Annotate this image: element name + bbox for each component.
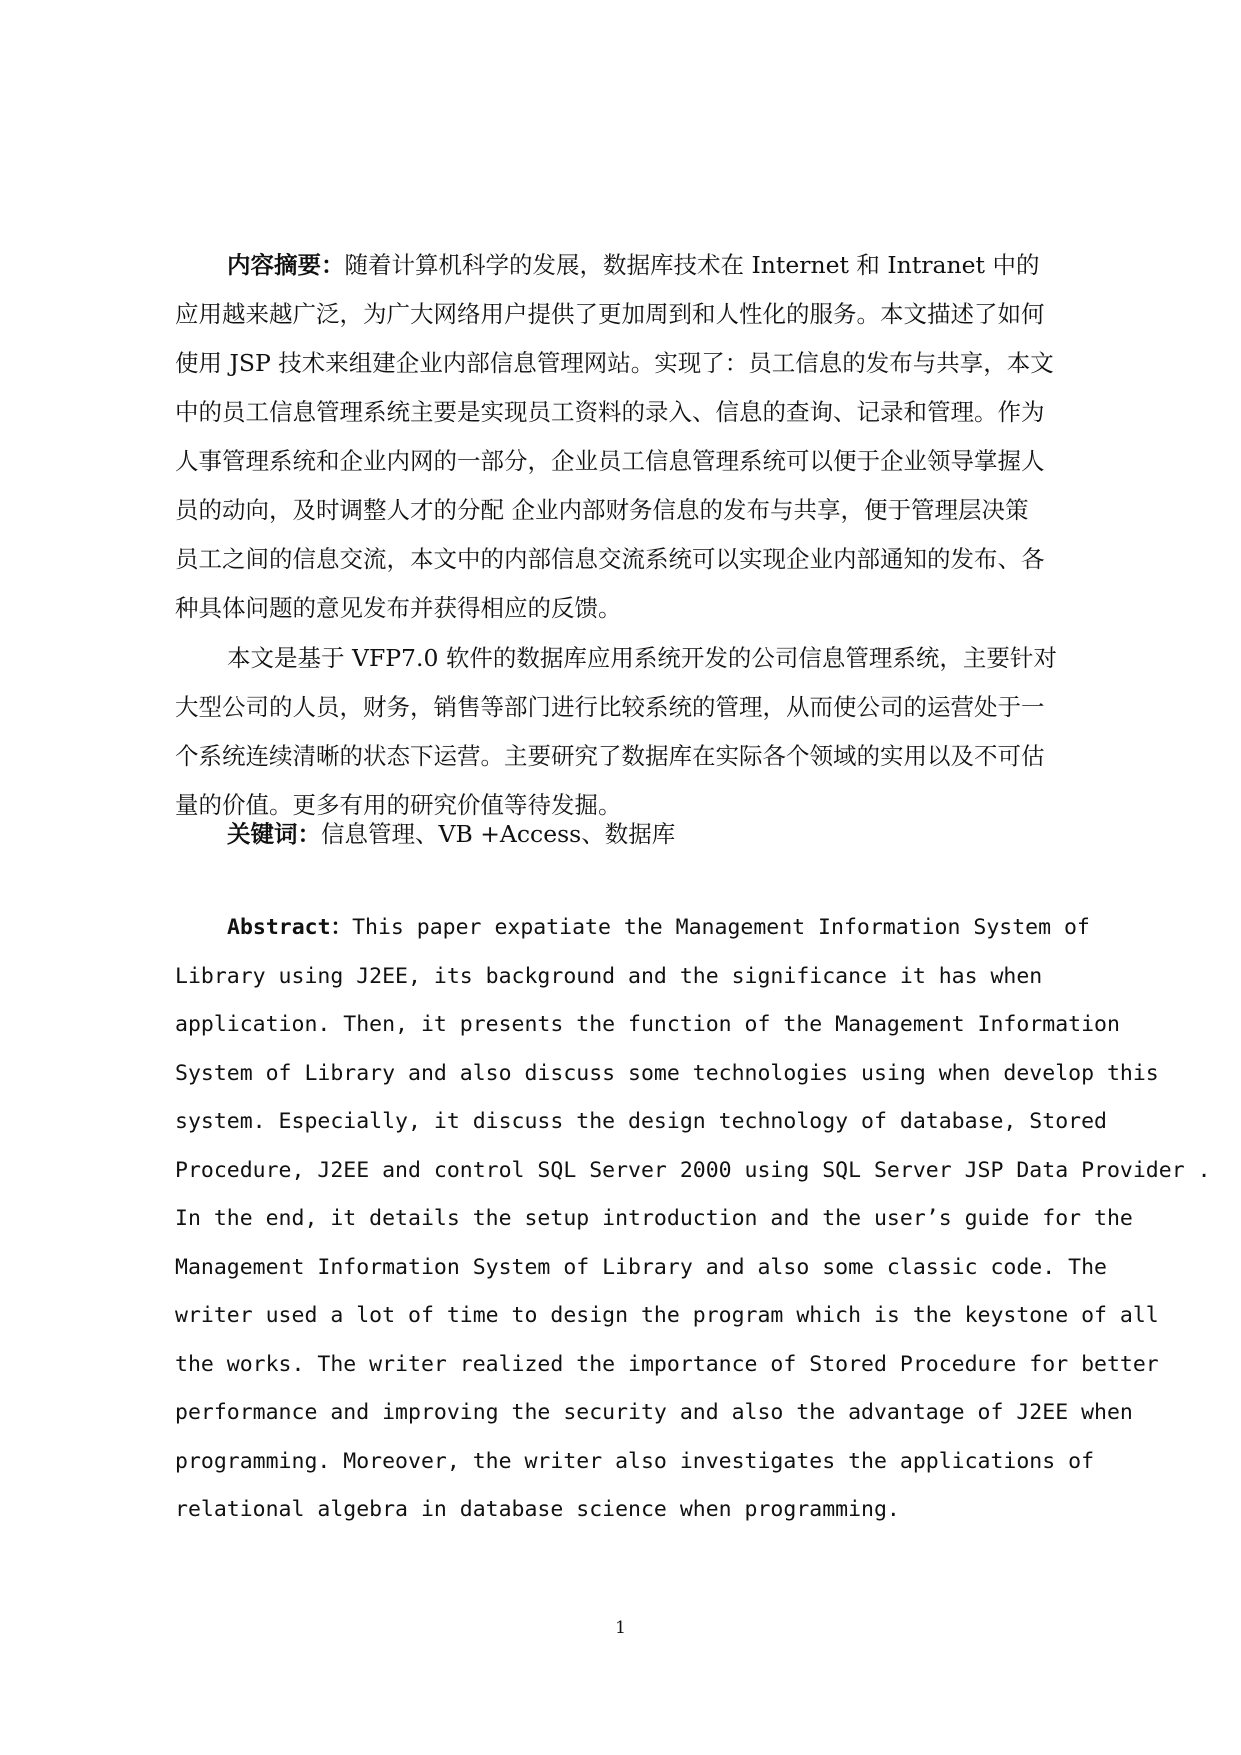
abstract-en-line-1 — [175, 904, 1090, 953]
abstract-en-line-5: system. Especially, it discuss the design technology of database, Stored — [175, 1109, 1107, 1134]
abstract-en-line-9: writer used a lot of time to design the program which is the keystone of all — [175, 1303, 1159, 1328]
abstract-en-line-10: the works. The writer realized the importance of Stored Procedure for better — [175, 1351, 1159, 1377]
abstract-zh-line-7: 员工之间的信息交流，本文中的内部信息交流系统可以实现企业内部通知的发布、各 — [175, 545, 1045, 573]
abstract-zh-label: 内容摘要： — [227, 251, 345, 279]
abstract-en-line-4: System of Library and also discuss some technologies using when develop this — [175, 1060, 1159, 1086]
para2-zh-line-1: 本文是基于 VFP7.0 软件的数据库应用系统开发的公司信息管理系统，主要针对 — [227, 644, 1057, 672]
abstract-en-label: Abstract： — [227, 915, 353, 940]
english-abstract — [175, 904, 1211, 1535]
abstract-zh-line-3: 使用 JSP 技术来组建企业内部信息管理网站。实现了：员工信息的发布与共享，本文 — [175, 349, 1054, 377]
chinese-abstract — [175, 241, 1090, 633]
para2-zh-line-2: 大型公司的人员，财务，销售等部门进行比较系统的管理，从而使公司的运营处于一 — [175, 693, 1045, 721]
abstract-en-line-2: Library using J2EE, its background and the significance it has when — [175, 963, 1043, 989]
abstract-zh-text: 随着计算机科学的发展，数据库技术在 Internet 和 Intranet 中的 — [344, 251, 1040, 279]
abstract-en-line-12: programming. Moreover, the writer also investigates the applications of — [175, 1448, 1095, 1474]
keywords — [175, 810, 1090, 859]
abstract-zh-line-5: 人事管理系统和企业内网的一部分，企业员工信息管理系统可以便于企业领导掌握人 — [175, 447, 1045, 475]
keywords-line — [175, 810, 1090, 859]
page-number: 1 — [615, 1618, 626, 1638]
abstract-en-line-7: In the end, it details the setup introduction and the user’s guide for the — [175, 1206, 1133, 1231]
abstract-en-line-6: Procedure, J2EE and control SQL Server 2000 using SQL Server JSP Data Provider . — [175, 1157, 1211, 1183]
abstract-en-line-13: relational algebra in database science when programming. — [175, 1497, 900, 1522]
abstract-en-line-3: application. Then, it presents the function of the Management Information — [175, 1012, 1120, 1037]
abstract-zh-line-8: 种具体问题的意见发布并获得相应的反馈。 — [175, 594, 622, 622]
para2-zh-line-4: 量的价值。更多有用的研究价值等待发掘。 — [175, 791, 622, 819]
abstract-zh-line-4: 中的员工信息管理系统主要是实现员工资料的录入、信息的查询、记录和管理。作为 — [175, 398, 1045, 426]
chinese-paragraph-2 — [175, 634, 1090, 830]
keywords-label: 关键词： — [227, 820, 321, 848]
para2-zh-line-3: 个系统连续清晰的状态下运营。主要研究了数据库在实际各个领域的实用以及不可估 — [175, 742, 1045, 770]
keywords-text: 信息管理、VB +Access、数据库 — [321, 820, 676, 848]
abstract-zh-line-2: 应用越来越广泛，为广大网络用户提供了更加周到和人性化的服务。本文描述了如何 — [175, 300, 1045, 328]
abstract-en-line-8: Management Information System of Library and also some classic code. The — [175, 1254, 1107, 1280]
abstract-zh-line-6: 员的动向，及时调整人才的分配 企业内部财务信息的发布与共享，便于管理层决策 — [175, 496, 1029, 524]
abstract-zh-line-1 — [175, 241, 1090, 290]
abstract-en-line-11: performance and improving the security and also the advantage of J2EE when — [175, 1400, 1133, 1425]
abstract-en-text: This paper expatiate the Management Information System of — [352, 915, 1090, 940]
